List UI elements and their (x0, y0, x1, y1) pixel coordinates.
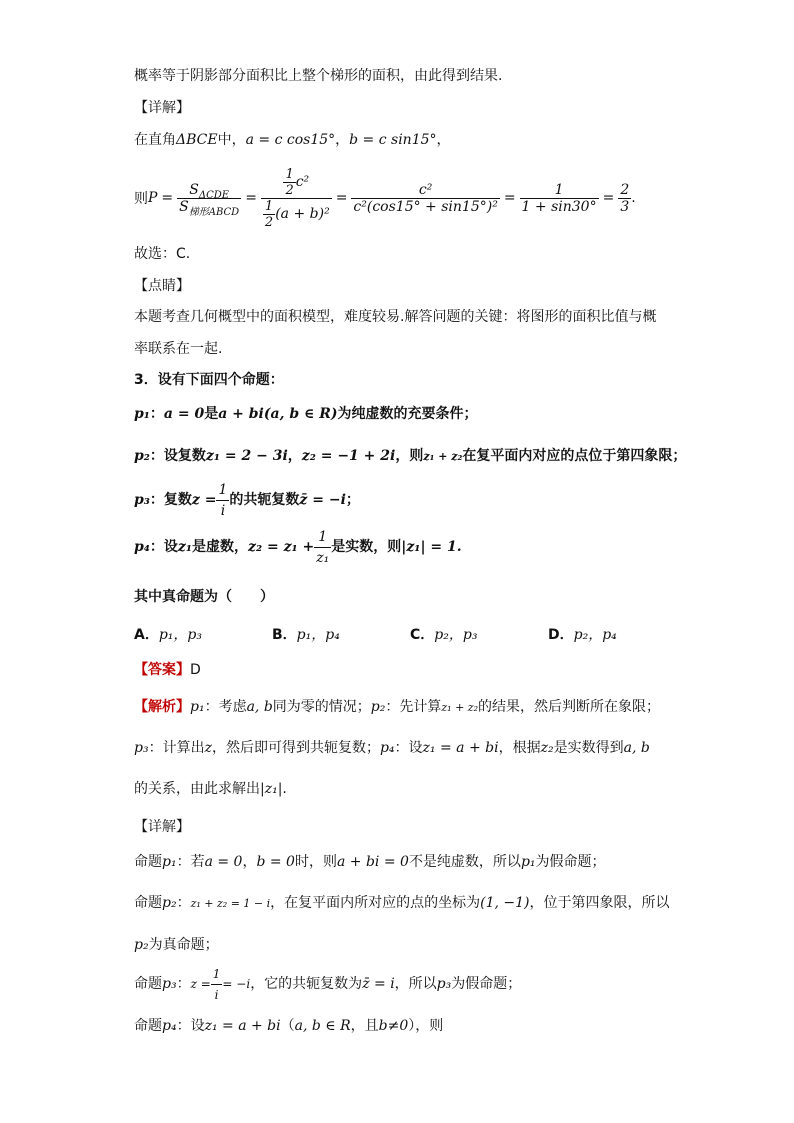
probability-formula: 则 P = $\frac{S_{\Delta CDE}}{S_{梯形ABCD}}$ = $\frac{1}{2}$ c² $\frac{1}{2}$ (a + b)² = $\frac{\text{c²}}{\text{c²(cos15° + sin15°)²}}$ = $\frac{1}{1 + \sin 30^\circ}$ = $\frac{2}{3}$ . (134, 166, 636, 230)
analysis-label: 【解析】 (134, 699, 190, 715)
a-equation: a = c cos15° (245, 132, 336, 148)
text: 中， (217, 132, 246, 148)
analysis-line: 【解析】p₁：考虑a, b同为零的情况；p₂：先计算z₁ + z₂的结果，然后判断所在象限； (134, 699, 660, 715)
analysis-line: p₃：计算出z，然后即可得到共轭复数；p₄：设z₁ = a + bi，根据z₂是实数得到a, b (134, 740, 650, 756)
option-a[interactable]: A．p₁，p₃ (134, 627, 202, 643)
b-equation: b = c sin15° (349, 132, 437, 148)
question-title: 3．设有下面四个命题： (134, 372, 284, 388)
comment-line: 率联系在一起. (134, 341, 223, 357)
detail-p4: 命题p₄：设z₁ = a + bi（a, b ∈ R，且b≠0），则 (134, 1018, 444, 1034)
area-ratio-fraction: $\frac{S_{\Delta CDE}}{S_{梯形ABCD}}$ (179, 181, 240, 218)
detail-p1: 命题p₁：若a = 0，b = 0时，则a + bi = 0不是纯虚数，所以p₁为假命题； (134, 854, 606, 870)
option-c[interactable]: C．p₂，p₃ (410, 627, 478, 643)
detail-heading: 【详解】 (134, 819, 190, 835)
proposition-p4: p₄ ： 设 z₁ 是虚数， z₂ = z₁ + $\frac{1}{\text{z₁}}$ 是实数，则 |z₁| = 1. (134, 528, 462, 566)
proposition-p3: p₃ ： 复数 z = $\frac{1}{i}$ 的共轭复数 z̄ = −i ； (134, 481, 360, 519)
then-text: 则 (134, 191, 148, 207)
formula-p: P (148, 190, 158, 206)
answer-line (134, 660, 201, 680)
comment-heading: 【点睛】 (134, 278, 190, 294)
trig-fraction: $\frac{\text{c²}}{\text{c²(cos15° + sin15°)²}}$ (353, 181, 498, 215)
detail-p2: 命题p₂：z₁ + z₂ = 1 − i，在复平面内所对应的点的坐标为(1, −1)，位于第四象限，所以 (134, 895, 670, 911)
analysis-line: 的关系，由此求解出|z₁|. (134, 781, 287, 797)
answer-label: 【答案】 (134, 662, 190, 678)
answer-value: D (190, 662, 201, 678)
option-d[interactable]: D．p₂，p₄ (548, 627, 617, 643)
result-fraction: $\frac{2}{3}$ (620, 181, 630, 215)
detail-heading: 【详解】 (134, 100, 190, 116)
detail-p3: 命题 p₃ ： z = $\frac{1}{i}$ = −i ，它的共轭复数为 z̄ = i ，所以 p₃ 为假命题； (134, 968, 521, 1000)
option-b[interactable]: B．p₁，p₄ (272, 627, 340, 643)
triangle-name: ΔBCE (176, 132, 218, 148)
choice-line: 故选：C. (134, 246, 191, 262)
sin30-fraction: $\frac{1}{1 + \sin 30^\circ}$ (521, 181, 597, 215)
proposition-p1: p₁：a = 0是a + bi(a, b ∈ R)为纯虚数的充要条件； (134, 406, 478, 422)
triangle-line: 在直角ΔBCE中，a = c cos15°，b = c sin15°， (134, 132, 451, 148)
intro-line: 概率等于阴影部分面积比上整个梯形的面积，由此得到结果. (134, 68, 503, 84)
compound-fraction: $\frac{1}{2}$ c² $\frac{1}{2}$ (a + b)² (261, 167, 332, 230)
text: 在直角 (134, 132, 176, 148)
proposition-p2: p₂：设复数z₁ = 2 − 3i，z₂ = −1 + 2i，则z₁ + z₂在复平面内对应的点位于第四象限； (134, 448, 687, 464)
question-ask: 其中真命题为（ ） (134, 589, 274, 605)
comment-line: 本题考查几何概型中的面积模型，难度较易.解答问题的关键：将图形的面积比值与概 (134, 309, 657, 325)
detail-p2-cont: p₂为真命题； (134, 937, 219, 953)
